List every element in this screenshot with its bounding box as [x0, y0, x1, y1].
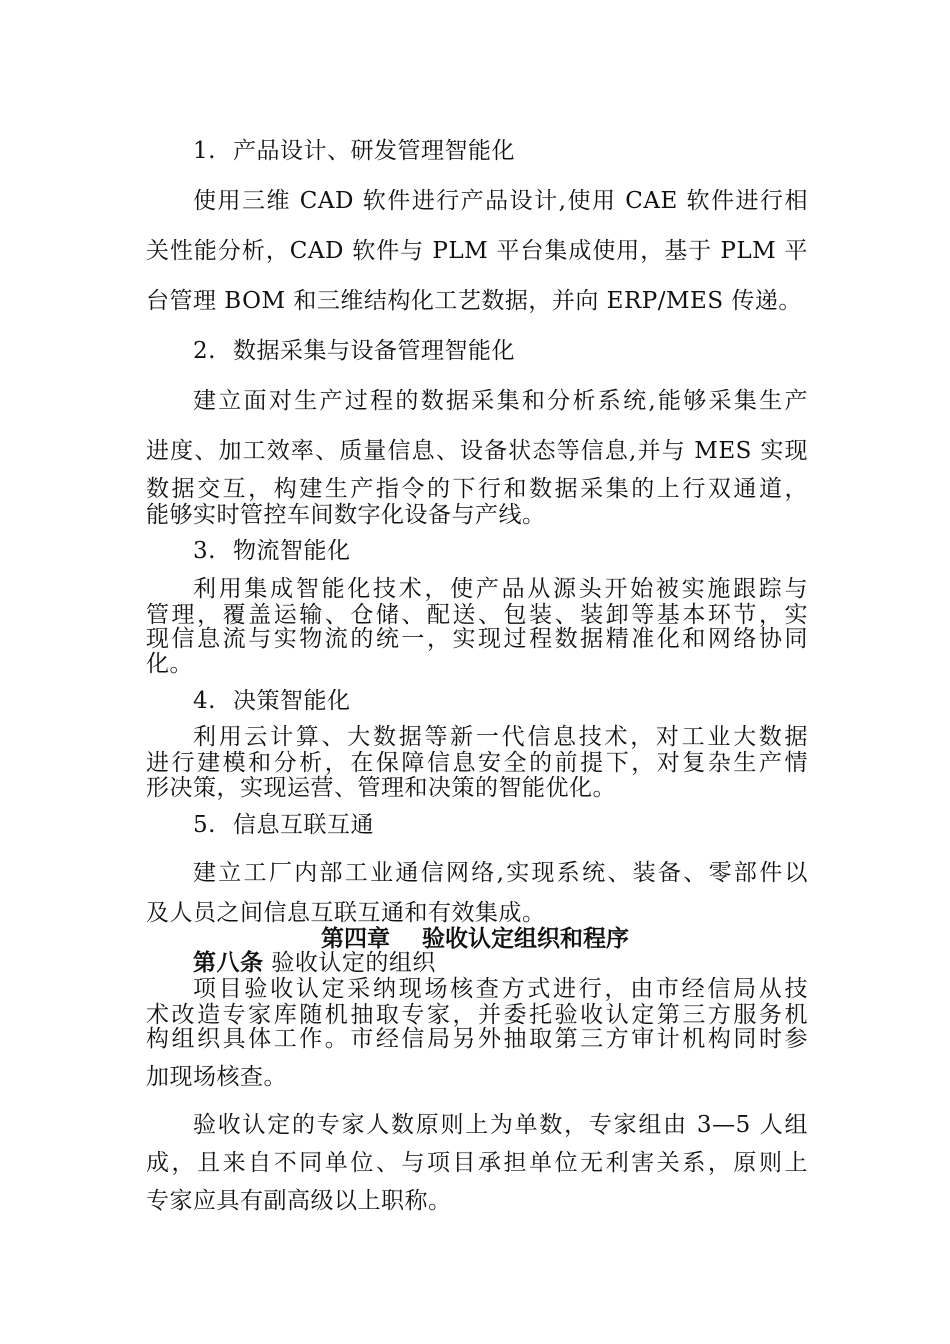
- body-line: 利用集成智能化技术，使产品从源头开始被实施跟踪与: [193, 576, 808, 602]
- section-heading-text: 产品设计、研发管理智能化: [233, 138, 515, 164]
- body-line: 术改造专家库随机抽取专家，并委托验收认定第三方服务机: [146, 1002, 808, 1028]
- section-heading: [193, 686, 808, 716]
- body-line: 项目验收认定采纳现场核查方式进行，由市经信局从技: [193, 976, 808, 1002]
- body-line: 进行建模和分析，在保障信息安全的前提下，对复杂生产情: [146, 750, 808, 776]
- section-number: 1.: [193, 138, 216, 164]
- body-line: 化。: [146, 651, 193, 677]
- chapter-number: 第四章: [320, 926, 390, 952]
- body-line: 利用云计算、大数据等新一代信息技术，对工业大数据: [193, 724, 808, 750]
- body-line: 进度、加工效率、质量信息、设备状态等信息,并与 MES 实现: [146, 438, 808, 464]
- section-heading: [193, 336, 808, 366]
- section-heading-text: 物流智能化: [233, 538, 351, 564]
- body-line: 数据交互，构建生产指令的下行和数据采集的上行双通道，: [146, 476, 808, 502]
- section-number: 2.: [193, 338, 216, 364]
- body-line: 及人员之间信息互联互通和有效集成。: [146, 900, 546, 926]
- body-line: 验收认定的专家人数原则上为单数，专家组由 3—5 人组: [193, 1112, 808, 1138]
- section-heading-text: 数据采集与设备管理智能化: [233, 338, 515, 364]
- body-line: 建立工厂内部工业通信网络,实现系统、装备、零部件以: [193, 860, 808, 886]
- section-heading-text: 信息互联互通: [233, 812, 374, 838]
- section-heading-text: 决策智能化: [233, 688, 351, 714]
- body-line: 加现场核查。: [146, 1064, 287, 1090]
- section-number: 4.: [193, 688, 216, 714]
- section-heading: [193, 536, 808, 566]
- body-line: 管理，覆盖运输、仓储、配送、包装、装卸等基本环节，实: [146, 602, 808, 628]
- body-line: 台管理 BOM 和三维结构化工艺数据，并向 ERP/MES 传递。: [146, 288, 802, 314]
- section-number: 3.: [193, 538, 216, 564]
- body-line: 现信息流与实物流的统一，实现过程数据精准化和网络协同: [146, 626, 808, 652]
- article-title: 验收认定的组织: [271, 950, 436, 976]
- body-line: 专家应具有副高级以上职称。: [146, 1188, 452, 1214]
- body-line: 建立面对生产过程的数据采集和分析系统,能够采集生产: [193, 388, 808, 414]
- section-heading: [193, 136, 808, 166]
- body-line: 能够实时管控车间数字化设备与产线。: [146, 502, 546, 528]
- body-line: 关性能分析，CAD 软件与 PLM 平台集成使用，基于 PLM 平: [146, 238, 808, 264]
- body-line: 形决策，实现运营、管理和决策的智能优化。: [146, 775, 616, 801]
- body-line: 构组织具体工作。市经信局另外抽取第三方审计机构同时参: [146, 1026, 808, 1052]
- article-label: 第八条: [193, 950, 264, 976]
- body-line: 成，且来自不同单位、与项目承担单位无利害关系，原则上: [146, 1150, 808, 1176]
- chapter-title: 验收认定组织和程序: [422, 926, 630, 952]
- body-line: 使用三维 CAD 软件进行产品设计,使用 CAE 软件进行相: [193, 188, 808, 214]
- section-heading: [193, 810, 808, 840]
- section-number: 5.: [193, 812, 216, 838]
